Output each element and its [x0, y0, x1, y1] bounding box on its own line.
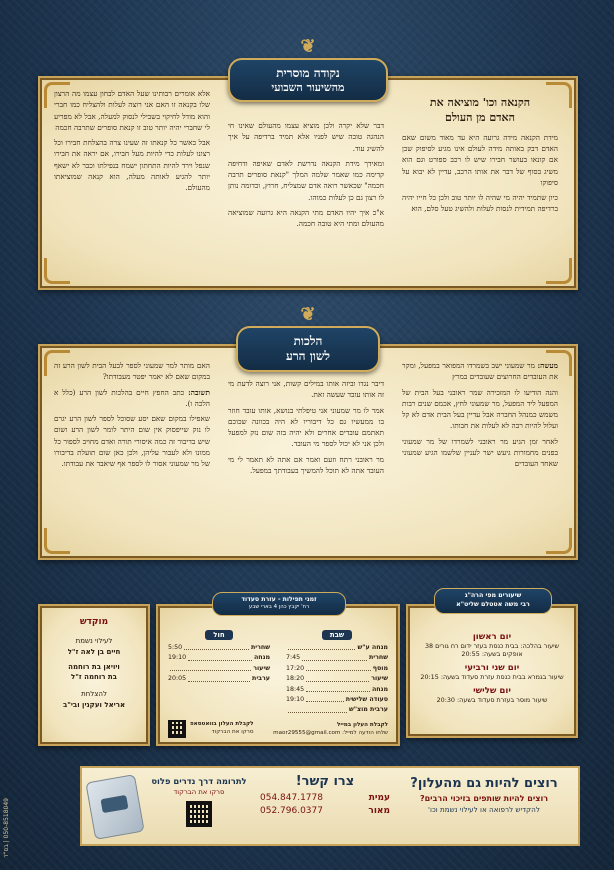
- prayer-time: 18:45: [286, 685, 305, 693]
- prayer-name: סעודה שלישית: [345, 695, 388, 703]
- schedule-day: יום שלישי שיעור מוסר בעזרת סעדוד בשעה: 20:30: [436, 686, 548, 704]
- leader-dots: [306, 695, 344, 702]
- prayer-row: [286, 664, 388, 674]
- prayer-row: [286, 653, 388, 663]
- chol-header: חול: [205, 630, 232, 640]
- footer-banner: [80, 766, 580, 846]
- prayer-row: [286, 705, 388, 715]
- prayer-name: שחרית: [368, 654, 388, 662]
- contact-row[interactable]: עמית 054.847.1778: [260, 793, 390, 803]
- donate-qr-code[interactable]: [186, 801, 212, 827]
- prayer-time: 17:20: [286, 664, 305, 672]
- prayer-row: [286, 643, 388, 653]
- banner-line: לשון הרע: [285, 349, 330, 363]
- schedule-day: יום ראשון שיעור בהלכה: בבית כנסת בעזר ידום רח גורים 38 אופקים בשעה: 20:55: [424, 632, 560, 658]
- prayer-name: שיעור: [253, 664, 270, 672]
- paragraph: דיבר נגדו וביזה אותו במילים קשות, אני רוצה לדעת מי זה אותו עובד שעשה זאת.: [228, 379, 384, 400]
- leader-dots: [184, 643, 249, 650]
- ornament-corner: [44, 528, 70, 554]
- contact-row[interactable]: מאור 052.796.0377: [260, 806, 390, 816]
- leader-dots: [306, 685, 370, 692]
- prayer-times-box: [156, 604, 400, 746]
- prayer-name: ערבית מוצ"ש: [348, 706, 388, 714]
- prayer-name: שחרית: [250, 644, 270, 651]
- email-signup: לקבלת העלון במייל שלחו הודעה למייל: maor29555@gmail.com: [273, 721, 388, 736]
- prayer-times-banner: זמני תפילות - עזרת סעדוד רח' יקבץ כהן 4 בארי שבע: [212, 592, 346, 616]
- moral-col-left: [54, 88, 210, 198]
- shabbat-table: [286, 630, 388, 716]
- halacha-col-middle: [228, 378, 384, 480]
- shabbat-header: שבת: [322, 630, 352, 640]
- dedication-title: מוקדש: [79, 617, 109, 627]
- donate-box-icon: [85, 774, 144, 840]
- leader-dots: [188, 653, 252, 660]
- paragraph: לאחר זמן הגיע מר ראובני לשמרדו של מר שמעוני בפנים מחמורות גיעש ישר לעניין שלשמו הגיע שמעוני שאחד העובדים: [402, 436, 558, 469]
- prayer-row: [286, 695, 388, 705]
- dedication-line: חיים בן לאה ז"ל: [67, 647, 121, 656]
- dedication-line: לעילוי נשמת: [75, 636, 113, 645]
- moral-heading: הקנאה וכו' מוציאה את האדם מן העולם: [429, 96, 531, 124]
- crown-ornament-icon: ❦: [300, 36, 316, 57]
- ornament-corner: [546, 258, 572, 284]
- ornament-corner: [546, 528, 572, 554]
- lashon-hara-panel: [38, 344, 578, 560]
- moral-col-right: [402, 96, 558, 219]
- halacha-col-right: [402, 360, 558, 474]
- leader-dots: [306, 674, 369, 681]
- ornament-corner: [44, 258, 70, 284]
- banner-line: הלכות: [293, 334, 323, 348]
- paragraph: והנה הודיעו לו המזכירה שמר ראובני בעל הבית של המפעל ליד המפעל, מר שמעוני לחץ, אכמם שנים רבות משמש כמנהל החברה אבל עדיין בעל הבית אדם לא קל ועלול להיות רבה לא לעלות את חבותו.: [402, 387, 558, 431]
- banner-line: מהשיעור השבועי: [271, 81, 345, 94]
- halacha-col-left: [54, 360, 210, 474]
- paragraph: תשובה: כתב החפץ חיים בהלכות לשון הרע (כלל א הלכה ו).: [54, 387, 210, 408]
- prayer-name: שיעור: [371, 675, 388, 683]
- prayer-row: [168, 674, 270, 684]
- whatsapp-signup: לקבלת העלון בוואטסאפ סרקו את הברקוד: [168, 720, 253, 738]
- paragraph: כיון שתמיד יהיה מי שהיה לו יותר טוב ולכן כל חייו יהיה ברדיפה תמידית לנסות לעלות ולהשיג טעל סלם, הוא: [402, 193, 558, 214]
- prayer-row: [168, 643, 270, 653]
- prayer-row: [168, 653, 270, 663]
- banner-line: נקודה מוסרית: [276, 66, 340, 80]
- prayer-name: מנחה ע"ש: [357, 644, 388, 651]
- prayer-time: 7:45: [286, 654, 301, 662]
- lashon-hara-banner: [236, 304, 380, 372]
- moral-col-middle: [228, 120, 384, 234]
- chol-table: [168, 630, 270, 716]
- prayer-name: מוסף: [372, 664, 388, 672]
- prayer-time: 18:20: [286, 675, 305, 683]
- paragraph: דבר שלא יקרה ולכן מוציא עצמו מהעולם שאינו חי הנהגה טובה שיש לפניו אלא תמיד ברדיפה על איך להשיג עוד.: [228, 121, 384, 153]
- paragraph: אמר לו מר שמעוני אני טיפלתי בנושא, אותו עובד חוזר בו ממעשיו גם כל דיבוריו לא היה בכוונה שכוכם תאתמם עובדים אחרים ולא יהיה בזה שום נזק למפעל ולכן אני לא יכול לספר מי העובד.: [228, 405, 384, 449]
- moral-point-panel: [38, 76, 578, 290]
- prayer-name: מנחה: [371, 685, 388, 693]
- crown-ornament-icon: ❦: [300, 304, 316, 325]
- side-credit: 050-8518049 | בס"ד: [3, 798, 10, 858]
- paragraph: אלא אומרים רבותינו שעל האדם לבחון עצמו מה הרצון שלו בקנאה זו האם אני רוצה לעלות ולהצליח כמו חברי והוא מודל לחיקוי בשבילי לנסוק למעלה, אבל לא מפריע לי שחברי יהיה יותר טוב זו קנאת סופרים שתרבה חכמה: [54, 89, 210, 132]
- prayer-time: 19:10: [168, 654, 187, 662]
- dedication-line: אריאל ועקנין ובי"ב: [62, 701, 126, 710]
- moral-point-banner: [228, 36, 388, 102]
- paragraph: האם מותר למר שמעוני לספר לבעל הבית לשון הרע זה במקום שאם לא יאמר יפטר מעבודתו?: [54, 361, 210, 382]
- prayer-time: 19:10: [286, 695, 305, 703]
- paragraph: ומאידך מידת הקנאה נדרשת לאדם שאיפה ודחיפה קדימה כמו שאמר שלמה המלך "קנאת סופרים תרבה חכמה" שכאשר רואה אדם שמצליח, חרוץ, וכדומה נותן לו רצון גם כן לעלות כמוהו.: [228, 158, 384, 202]
- leader-dots: [288, 705, 347, 712]
- leader-dots: [306, 664, 371, 671]
- donate-block: לתרומה דרך נדרים פלוס סרקו את הברקוד: [144, 776, 254, 827]
- paragraph: מעשה: מר שמעוני ישב בשמרדו המפואר במפעל, ומקר את העובדים החרוצים שעובדים במרץ: [402, 361, 558, 382]
- prayer-row: [168, 664, 270, 674]
- contact-block: צרו קשר! עמית 054.847.1778 מאור 052.796.0377: [260, 774, 390, 816]
- paragraph: א"כ איך יהיו האדם מתי הקנאה היא גרועה שמוציאה מהעולם ומתי היא טובה חכמה.: [228, 208, 384, 229]
- prayer-time: 20:05: [168, 675, 187, 683]
- prayer-name: מנחה: [253, 654, 270, 662]
- whatsapp-qr-code[interactable]: [168, 720, 186, 738]
- dedication-line: להצלחת: [81, 690, 107, 699]
- shiurim-box: [406, 604, 578, 738]
- schedule-day: יום שני ורביעי שיעור בגמרא בבית כנסת עזרת סעדוד בשעה: 20:15: [420, 663, 564, 681]
- paragraph: שאפילו במקום שאם יסע שסוכל לספר לשון הרע יגרם לו נזק שייפסוק אין שום היתר לומר לשון הרע ושום שיש בדיבור זה כמה איסורי תורה ואדם מחויב לספור כל ממונו ולא לעבור עליהן, ולכן כאן שום תועלת בדיבורו של מר שמעוני אסור לו לספר אף שיאבד את עבודתו.: [54, 414, 210, 469]
- prayer-row: [286, 685, 388, 695]
- prayer-name: ערבית: [252, 675, 270, 683]
- dedication-line: ויויאן בת רוחמה: [68, 662, 120, 671]
- prayer-time: 5:50: [168, 644, 183, 651]
- paragraph: מר ראובני רתח וזעם ואמר אם אתה לא תאמר לי מי העובד אתה לא תוכל להמשיך בעבודתך במפעל.: [228, 454, 384, 476]
- leader-dots: [170, 664, 251, 671]
- leader-dots: [188, 674, 250, 681]
- leader-dots: [288, 643, 355, 650]
- dedication-box: [38, 604, 150, 746]
- paragraph: אבל כאשר כל קנאתו זה שעינו צרה בהצלחת חבירו וכל רצונו לעלות כדי להיות מעל חבירו, אם יראה את חבירו שנפל וירד להיות התחתון ישמח בנפילתו וכבר לא ישאף יותר להגיע לאותה מעלה, הוא קנאה שמוציאתו מהעולם.: [54, 138, 210, 193]
- prayer-row: [286, 674, 388, 684]
- leader-dots: [302, 653, 367, 660]
- dedication-line: בת רוחמה ז"ל: [71, 673, 117, 682]
- shiurim-banner: שיעורים מפי הרה"ג רבי משה אטטלם שליט"א: [434, 588, 552, 614]
- footer-headline: רוצים להיות גם מהעלון? רוצים להיות שותפים בזיכוי הרבים? להקדיש לרפואה או לעילוי נשמת וכו': [410, 776, 558, 814]
- paragraph: מידת הקנאה מידה גרועה היא עד מאוד משום שאם האדם דבק באותה מידה לעולם אינו מגיע לסיפוק שכן אם קונאו בעושר חבירו שיש לו רכב ספורט וגם הוא משיג בסוף של דבר את אותו הרכב, עדיין לא יבוא על סיפוקו: [402, 132, 558, 187]
